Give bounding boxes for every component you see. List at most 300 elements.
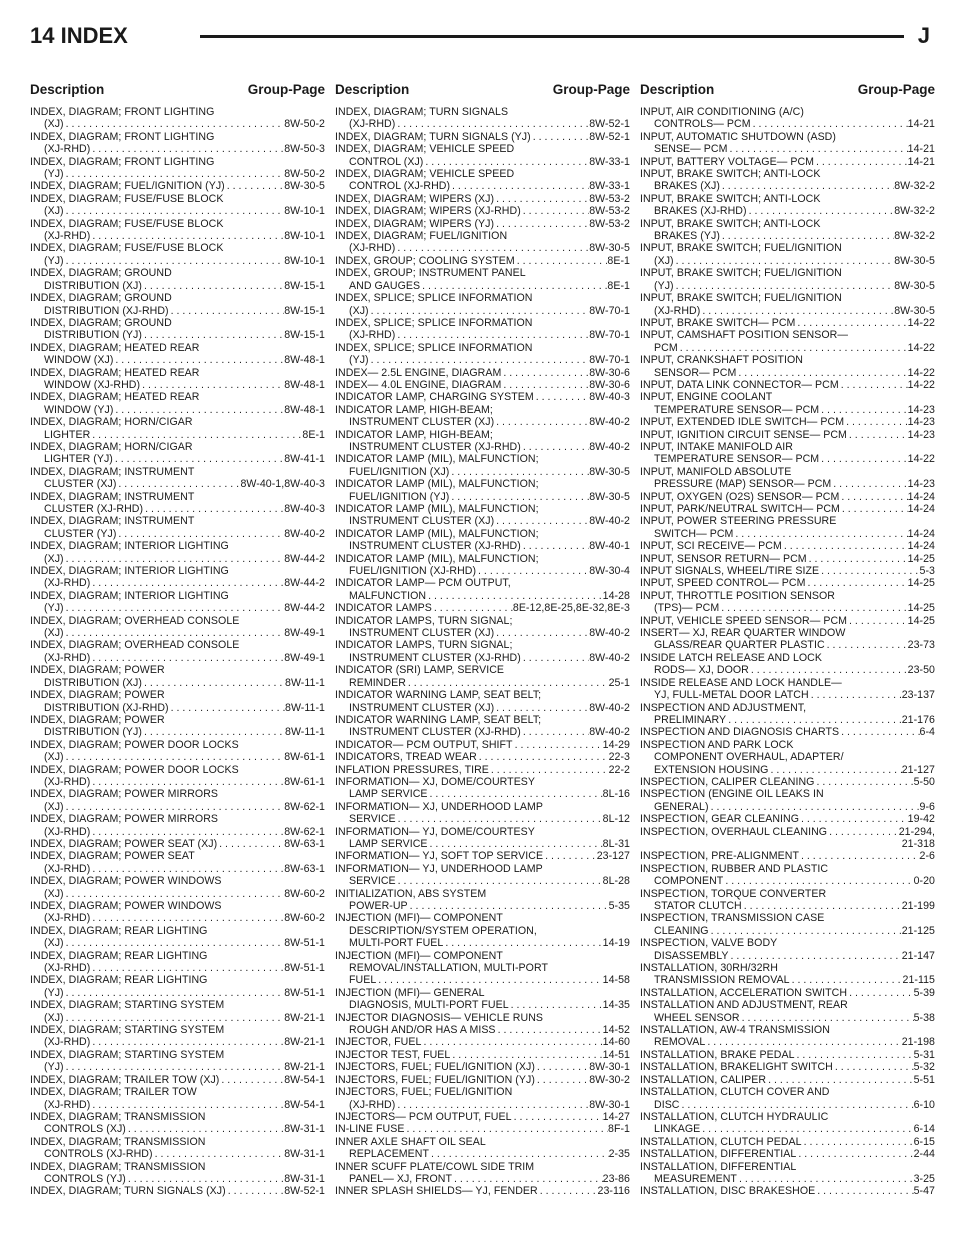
entry-text: INDEX, SPLICE; SPLICE INFORMATION xyxy=(335,292,533,305)
entry-text: INDEX, DIAGRAM; TRANSMISSION xyxy=(30,1135,206,1148)
group-page-ref: 8W-70-1 xyxy=(589,304,630,317)
entry-text: INPUT, BRAKE SWITCH— PCM xyxy=(640,316,796,329)
index-entry xyxy=(335,317,630,342)
group-page-ref: 8W-11-1 xyxy=(285,701,325,714)
leader-dots xyxy=(839,491,907,503)
group-page-ref: 14-22 xyxy=(907,366,935,379)
entry-text: INPUT, VEHICLE SPEED SENSOR— PCM xyxy=(640,614,848,627)
index-entry xyxy=(30,925,325,950)
leader-dots xyxy=(450,1049,602,1061)
leader-dots xyxy=(521,726,589,738)
entry-line xyxy=(30,180,325,192)
index-entry xyxy=(640,391,935,416)
group-page-heading: Group-Page xyxy=(857,82,935,97)
entry-line xyxy=(30,118,325,130)
group-page-ref: 8W-44-2 xyxy=(284,552,325,565)
group-page-ref: 8W-53-2 xyxy=(589,192,630,205)
entry-line xyxy=(30,1185,325,1197)
entry-text: CONTROLS— PCM xyxy=(654,118,751,131)
group-page-ref: 8W-21-1 xyxy=(284,1061,325,1074)
entry-text: INDICATOR LAMP (MIL), MALFUNCTION; xyxy=(335,552,539,565)
entry-text: (XJ) xyxy=(44,1011,64,1024)
index-entry xyxy=(335,453,630,478)
entry-text: INPUT, BRAKE SWITCH; FUEL/IGNITION xyxy=(640,242,842,255)
entry-line xyxy=(30,1061,325,1073)
entry-line xyxy=(30,912,325,924)
description-heading: Description xyxy=(640,82,715,97)
index-entry xyxy=(335,863,630,888)
leader-dots xyxy=(513,739,603,751)
leader-dots xyxy=(90,863,284,875)
leader-dots xyxy=(819,453,907,465)
leader-dots xyxy=(680,1099,914,1111)
entry-text: INJECTION (MFI)— COMPONENT xyxy=(335,949,503,962)
entry-line xyxy=(640,255,935,267)
group-page-ref: 14-24 xyxy=(907,490,935,503)
leader-dots xyxy=(720,230,894,242)
index-entry xyxy=(30,639,325,664)
entry-line xyxy=(335,937,630,949)
entry-line xyxy=(335,999,630,1011)
entry-text: INDEX, DIAGRAM; HORN/CIGAR xyxy=(30,440,193,453)
index-entry xyxy=(30,1185,325,1197)
entry-line xyxy=(640,230,935,242)
index-entry xyxy=(335,739,630,751)
entry-line xyxy=(640,1099,935,1111)
entry-text: INPUT, IGNITION CIRCUIT SENSE— PCM xyxy=(640,428,847,441)
entry-line xyxy=(640,875,935,887)
leader-dots xyxy=(90,1036,284,1048)
entry-text: INSPECTION, PRE-ALIGNMENT xyxy=(640,850,799,863)
entry-line xyxy=(640,1036,935,1048)
entry-line xyxy=(640,478,935,490)
index-entry xyxy=(640,466,935,491)
group-page-ref: 8E-1 xyxy=(607,279,630,292)
entry-line xyxy=(30,788,325,800)
entry-line xyxy=(335,354,630,366)
index-entry xyxy=(640,962,935,987)
entry-line xyxy=(640,1049,935,1061)
entry-text: INDEX, DIAGRAM; INTERIOR LIGHTING xyxy=(30,589,229,602)
entry-line xyxy=(335,590,630,602)
entry-text: GLASS/REAR QUARTER PLASTIC xyxy=(654,639,825,652)
entry-text: DISASSEMBLY xyxy=(654,949,729,962)
entry-line xyxy=(30,1012,325,1024)
entry-line xyxy=(30,218,325,230)
group-page-ref: 8W-51-1 xyxy=(284,986,325,999)
group-page-ref: 8W-33-1 xyxy=(589,155,630,168)
entry-line xyxy=(640,131,935,143)
group-page-ref: 8W-15-1 xyxy=(284,304,325,317)
entry-line xyxy=(640,577,935,589)
entry-text: (TPS)— PCM xyxy=(654,602,720,615)
entry-text: (XJ-RHD) xyxy=(44,825,91,838)
entry-text: INDEX, DIAGRAM; FUSE/FUSE BLOCK xyxy=(30,217,224,230)
entry-text: INDICATOR LAMP, CHARGING SYSTEM xyxy=(335,391,534,404)
index-entry xyxy=(640,776,935,788)
group-page-ref: 8W-30-5 xyxy=(894,279,935,292)
index-entry xyxy=(30,664,325,689)
entry-line xyxy=(640,801,935,813)
leader-dots xyxy=(90,652,284,664)
entry-line xyxy=(30,739,325,751)
group-page-ref: 8W-52-1 xyxy=(284,1185,325,1198)
entry-line xyxy=(30,1024,325,1036)
index-entry xyxy=(30,875,325,900)
entry-text: INSPECTION, RUBBER AND PLASTIC xyxy=(640,862,829,875)
entry-text: LIGHTER (YJ) xyxy=(44,453,113,466)
leader-dots xyxy=(847,987,914,999)
index-entry xyxy=(30,267,325,292)
entry-text: REPLACEMENT xyxy=(349,1148,430,1161)
group-page-ref: 8W-10-1 xyxy=(284,254,325,267)
entry-text: INJECTOR DIAGNOSIS— VEHICLE RUNS xyxy=(335,1011,544,1024)
entry-text: INSPECTION AND PARK LOCK xyxy=(640,738,794,751)
entry-text: INDEX, DIAGRAM; FUEL/IGNITION xyxy=(335,230,508,243)
group-page-ref: 8W-50-2 xyxy=(284,168,325,181)
entry-line xyxy=(30,168,325,180)
index-entry xyxy=(640,1049,935,1061)
index-entry xyxy=(640,813,935,825)
group-page-heading: Group-Page xyxy=(247,82,325,97)
entry-text: INDEX, DIAGRAM; OVERHEAD CONSOLE xyxy=(30,639,240,652)
leader-dots xyxy=(428,788,603,800)
leader-dots xyxy=(489,764,609,776)
entry-text: INDEX, DIAGRAM; TURN SIGNALS xyxy=(335,106,509,118)
entry-text: BRAKES (XJ) xyxy=(654,180,720,193)
index-entry xyxy=(335,131,630,143)
entry-text: INSTALLATION, CALIPER xyxy=(640,1073,767,1086)
entry-text: INDEX, DIAGRAM; VEHICLE SPEED xyxy=(335,168,515,181)
entry-text: INSTALLATION, CLUTCH HYDRAULIC xyxy=(640,1110,829,1123)
leader-dots xyxy=(827,826,899,838)
entry-line xyxy=(640,962,935,974)
index-entry xyxy=(335,1123,630,1135)
leader-dots xyxy=(476,565,589,577)
leader-dots xyxy=(142,280,284,292)
section-letter: J xyxy=(917,23,930,48)
leader-dots xyxy=(64,205,285,217)
entry-text: INSTRUMENT CLUSTER (XJ-RHD) xyxy=(349,540,521,553)
group-page-ref: 8W-60-2 xyxy=(284,887,325,900)
entry-line xyxy=(335,1161,630,1173)
entry-line xyxy=(640,764,935,776)
group-page-ref: 8W-11-1 xyxy=(285,676,325,689)
entry-line xyxy=(640,416,935,428)
group-page-ref: 5-39 xyxy=(913,986,935,999)
description-heading: Description xyxy=(335,82,410,97)
index-entry xyxy=(30,491,325,516)
entry-text: CONTROLS (YJ) xyxy=(44,1172,126,1185)
entry-line xyxy=(335,466,630,478)
index-entry xyxy=(30,106,325,131)
index-entry xyxy=(640,156,935,168)
group-page-ref: 5-47 xyxy=(913,1185,935,1198)
leader-dots xyxy=(406,677,609,689)
entry-text: GENERAL) xyxy=(654,800,709,813)
entry-text: INDEX, DIAGRAM; WIPERS (XJ-RHD) xyxy=(335,205,521,218)
leader-dots xyxy=(742,900,902,912)
entry-text: INPUT, BATTERY VOLTAGE— PCM xyxy=(640,155,815,168)
entry-line xyxy=(640,317,935,329)
entry-text: PRESSURE (MAP) SENSOR— PCM xyxy=(654,478,832,491)
entry-line xyxy=(640,280,935,292)
entry-line xyxy=(30,553,325,565)
index-entry xyxy=(30,242,325,267)
entry-line xyxy=(335,863,630,875)
index-entry xyxy=(335,1161,630,1186)
entry-line xyxy=(640,726,935,738)
leader-dots xyxy=(64,255,285,267)
entry-text: CONTROL (XJ-RHD) xyxy=(349,180,451,193)
index-column-3 xyxy=(640,82,935,1198)
entry-line xyxy=(640,850,935,862)
entry-line xyxy=(30,1136,325,1148)
leader-dots xyxy=(64,888,285,900)
group-page-ref: 8W-51-1 xyxy=(284,962,325,975)
entry-text: CLUSTER (XJ-RHD) xyxy=(44,503,144,515)
index-entry xyxy=(335,888,630,913)
entry-line xyxy=(30,751,325,763)
entry-line xyxy=(30,664,325,676)
entry-line xyxy=(640,1148,935,1160)
index-entry xyxy=(335,143,630,168)
index-entry xyxy=(335,1049,630,1061)
entry-line xyxy=(335,875,630,887)
index-entry xyxy=(640,553,935,565)
entry-line xyxy=(335,850,630,862)
entry-line xyxy=(640,974,935,986)
leader-dots xyxy=(64,1061,285,1073)
entry-text: INJECTION (MFI)— GENERAL xyxy=(335,986,485,999)
entry-line xyxy=(30,627,325,639)
leader-dots xyxy=(142,677,285,689)
index-entry xyxy=(640,1086,935,1111)
entry-line xyxy=(30,726,325,738)
index-entry xyxy=(30,615,325,640)
entry-text: INSTRUMENT CLUSTER (XJ) xyxy=(349,627,495,640)
group-page-ref: 14-23 xyxy=(907,478,935,491)
leader-dots xyxy=(720,180,894,192)
entry-line xyxy=(30,1161,325,1173)
leader-dots xyxy=(796,1148,913,1160)
group-page-ref: 8W-40-2 xyxy=(589,416,630,429)
entry-text: INDEX, DIAGRAM; TURN SIGNALS (YJ) xyxy=(335,130,531,143)
leader-dots xyxy=(90,826,284,838)
entry-text: TEMPERATURE SENSOR— PCM xyxy=(654,403,820,416)
entry-text: DISTRIBUTION (YJ) xyxy=(44,726,142,739)
entry-line xyxy=(335,118,630,130)
entry-line xyxy=(335,329,630,341)
entry-line xyxy=(335,912,630,924)
page-header xyxy=(30,22,930,50)
leader-dots xyxy=(700,305,894,317)
entry-text: INDEX, SPLICE; SPLICE INFORMATION xyxy=(335,341,533,354)
entry-text: INDEX, DIAGRAM; POWER WINDOWS xyxy=(30,900,222,912)
entry-line xyxy=(30,875,325,887)
group-page-ref: 14-25 xyxy=(907,614,935,627)
group-page-ref: 8W-44-2 xyxy=(284,577,325,590)
entry-line xyxy=(640,553,935,565)
leader-dots xyxy=(477,751,609,763)
entry-text: INDEX, DIAGRAM; POWER MIRRORS xyxy=(30,813,219,826)
leader-dots xyxy=(225,180,284,192)
entry-line xyxy=(640,1111,935,1123)
entry-text: DISTRIBUTION (YJ) xyxy=(44,329,142,342)
index-entry xyxy=(640,379,935,391)
entry-text: INSTRUMENT CLUSTER (XJ-RHD) xyxy=(349,651,521,664)
group-page-ref: 14-35 xyxy=(602,999,630,1012)
entry-text: INDEX, DIAGRAM; TRAILER TOW xyxy=(30,1086,197,1099)
entry-text: INDEX, DIAGRAM; POWER xyxy=(30,664,165,677)
entry-line xyxy=(640,205,935,217)
entry-text: INNER AXLE SHAFT OIL SEAL xyxy=(335,1135,486,1148)
index-entry xyxy=(335,912,630,949)
leader-dots xyxy=(423,156,589,168)
leader-dots xyxy=(432,602,513,614)
index-entry xyxy=(30,180,325,192)
group-page-ref: 8L-16 xyxy=(602,788,630,801)
entry-text: INDEX, DIAGRAM; HEATED REAR xyxy=(30,341,200,354)
entry-text: INDICATOR LAMPS xyxy=(335,602,432,615)
leader-dots xyxy=(768,764,901,776)
entry-text: INSPECTION, VALVE BODY xyxy=(640,937,778,950)
group-page-ref: 22-2 xyxy=(608,763,630,776)
entry-line xyxy=(640,999,935,1011)
entry-line xyxy=(640,118,935,130)
entry-text: INDEX, DIAGRAM; INTERIOR LIGHTING xyxy=(30,565,229,578)
entry-text: INSTALLATION, BRAKELIGHT SWITCH xyxy=(640,1061,833,1074)
entry-line xyxy=(640,1123,935,1135)
description-heading: Description xyxy=(30,82,105,97)
entry-text: CLUSTER (YJ) xyxy=(44,527,117,540)
entry-text: INSTALLATION, ACCELERATION SWITCH xyxy=(640,986,848,999)
leader-dots xyxy=(815,1185,913,1197)
group-page-ref: 8W-30-4 xyxy=(589,565,630,578)
entry-line xyxy=(640,826,935,838)
entry-line xyxy=(30,453,325,465)
entry-text: INDEX, DIAGRAM; HEATED REAR xyxy=(30,366,200,379)
index-entry xyxy=(640,677,935,702)
entry-line xyxy=(335,788,630,800)
entry-text: (XJ-RHD) xyxy=(349,1098,396,1111)
index-entry xyxy=(640,565,935,577)
entry-text: INDICATOR— PCM OUTPUT, SHIFT xyxy=(335,738,513,751)
index-entry xyxy=(30,850,325,875)
entry-line xyxy=(30,1111,325,1123)
leader-dots xyxy=(799,850,920,862)
entry-line xyxy=(640,305,935,317)
leader-dots xyxy=(64,602,285,614)
group-page-ref: 8W-61-1 xyxy=(284,775,325,788)
group-page-ref: 8W-63-1 xyxy=(284,862,325,875)
group-page-ref: 8F-1 xyxy=(608,1123,630,1136)
entry-text: INFORMATION— YJ, DOME/COURTESY xyxy=(335,825,535,838)
index-entry xyxy=(335,1012,630,1037)
group-page-ref: 14-24 xyxy=(907,527,935,540)
index-entry xyxy=(335,193,630,205)
leader-dots xyxy=(844,416,908,428)
index-entry xyxy=(640,888,935,913)
group-page-ref: 14-23 xyxy=(907,416,935,429)
index-entry xyxy=(335,1061,630,1073)
leader-dots xyxy=(116,478,240,490)
index-column-1 xyxy=(30,82,325,1198)
group-page-ref: 21-294, xyxy=(898,825,935,838)
group-page-ref: 14-52 xyxy=(602,1024,630,1037)
entry-line xyxy=(335,1024,630,1036)
entry-text: INPUT, CRANKSHAFT POSITION xyxy=(640,354,803,367)
leader-dots xyxy=(496,1024,603,1036)
leader-dots xyxy=(728,143,908,155)
entry-text: (XJ) xyxy=(44,205,64,218)
entry-text: EXTENSION HOUSING xyxy=(654,763,769,776)
entry-line xyxy=(30,1123,325,1135)
leader-dots xyxy=(494,218,589,230)
entry-line xyxy=(640,689,935,701)
index-entry xyxy=(335,1185,630,1197)
entry-text: INPUT, BRAKE SWITCH; ANTI-LOCK xyxy=(640,192,821,205)
group-page-ref: 8W-62-1 xyxy=(284,825,325,838)
entry-line xyxy=(335,218,630,230)
entry-line xyxy=(335,267,630,279)
group-page-ref: 8W-30-5 xyxy=(894,254,935,267)
group-page-ref: 6-4 xyxy=(919,726,935,739)
entry-line xyxy=(335,925,630,937)
index-entry xyxy=(30,367,325,392)
leader-dots xyxy=(809,689,902,701)
entry-text: INDEX, DIAGRAM; TURN SIGNALS (XJ) xyxy=(30,1185,226,1198)
leader-dots xyxy=(64,553,285,565)
entry-text: INDICATOR LAMP (MIL), MALFUNCTION; xyxy=(335,453,539,466)
index-entry xyxy=(640,863,935,888)
entry-line xyxy=(335,106,630,118)
leader-dots xyxy=(421,1036,602,1048)
leader-dots xyxy=(790,974,903,986)
group-page-ref: 8W-40-2 xyxy=(589,627,630,640)
group-page-ref: 8W-31-1 xyxy=(284,1148,325,1161)
leader-dots xyxy=(449,491,589,503)
group-page-ref: 8W-49-1 xyxy=(284,651,325,664)
leader-dots xyxy=(807,553,908,565)
index-entry xyxy=(640,1074,935,1086)
group-page-ref: 8W-54-1 xyxy=(284,1098,325,1111)
entry-line xyxy=(30,205,325,217)
leader-dots xyxy=(226,1185,285,1197)
index-entry xyxy=(640,1024,935,1049)
entry-line xyxy=(30,838,325,850)
entry-text: TRANSMISSION REMOVAL xyxy=(654,974,790,987)
entry-text: INDEX, DIAGRAM; OVERHEAD CONSOLE xyxy=(30,614,240,627)
group-page-ref: 14-60 xyxy=(602,1036,630,1049)
leader-dots xyxy=(113,404,284,416)
leader-dots xyxy=(90,577,284,589)
index-entry xyxy=(640,627,935,652)
index-entry xyxy=(30,540,325,565)
entry-line xyxy=(30,131,325,143)
group-page-ref: 8W-40-3 xyxy=(284,503,325,515)
entry-line xyxy=(640,180,935,192)
entry-text: DISTRIBUTION (XJ-RHD) xyxy=(44,304,169,317)
leader-dots xyxy=(449,466,589,478)
entry-line xyxy=(30,391,325,403)
entry-text: (YJ) xyxy=(44,986,64,999)
leader-dots xyxy=(429,1148,609,1160)
entry-text: (XJ) xyxy=(44,937,64,950)
entry-text: PANEL— XJ, FRONT xyxy=(349,1172,453,1185)
entry-text: FUEL/IGNITION (YJ) xyxy=(349,490,450,503)
group-page-ref: 14-24 xyxy=(907,503,935,515)
